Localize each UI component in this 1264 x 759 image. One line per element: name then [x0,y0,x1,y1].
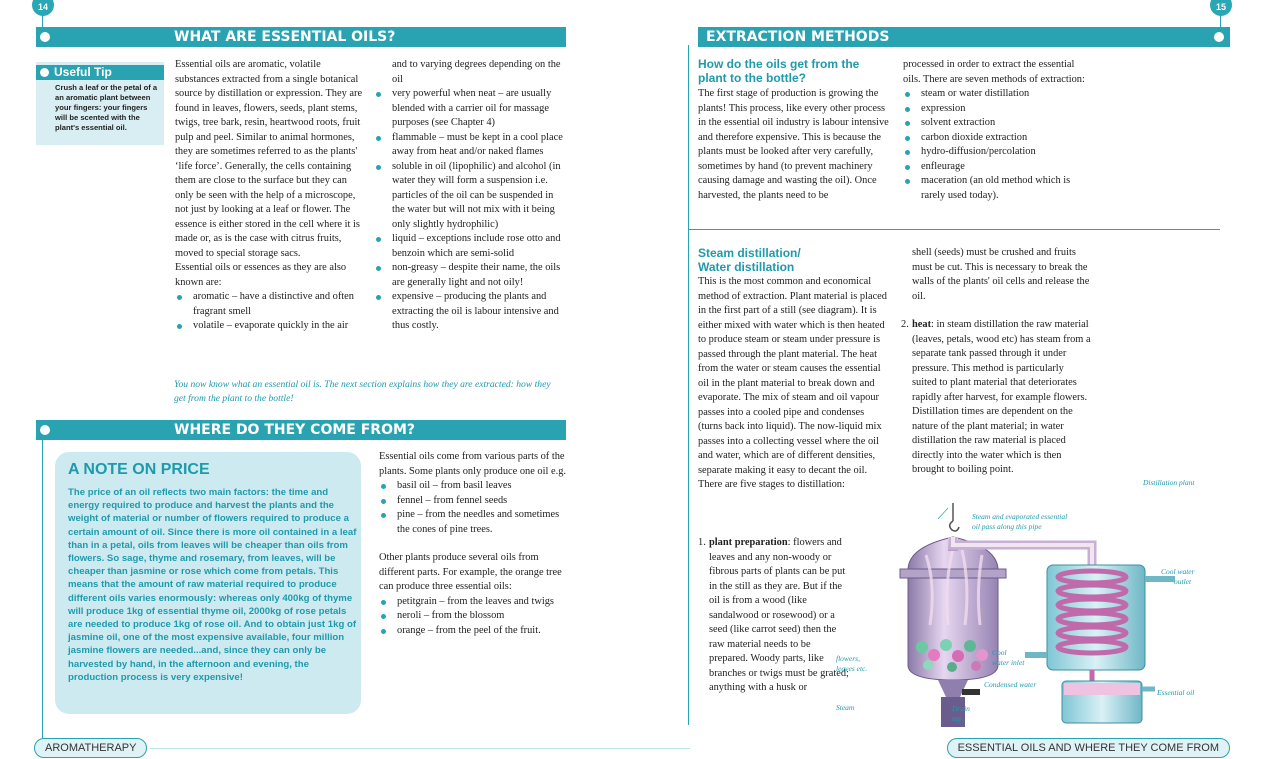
label-steam-oil: Steam and evaporated essential oil pass along this pipe [972,512,1068,531]
what-are-lead: and to varying degrees depending on the oil [392,59,561,85]
what-are-column-2 [374,58,566,334]
heading-what-are [36,27,566,47]
list-item: aromatic – have a distinctive and often fragrant smell [175,290,365,319]
list-item: carbon dioxide extraction [903,131,1093,146]
bullet-dot-icon [40,32,50,42]
list-item: expression [903,102,1093,117]
stage-1 [698,536,850,696]
list-item [901,318,1091,478]
bullet-dot-icon [1214,32,1224,42]
essential-oil-layer [1064,683,1140,695]
list-item: basil oil – from basil leaves [379,479,569,494]
list-item [698,536,850,696]
extraction-intro-heading-wrap [698,57,873,85]
stage-number: 1. [698,537,706,548]
diagram-title: Distillation plant [1143,478,1195,487]
stage-number: 2. [901,319,909,330]
label-condensed-water: Condensed water [984,680,1037,689]
where-from-column [379,450,569,638]
list-item: flammable – must be kept in a cool place away from heat and/or naked flames [374,131,566,160]
list-item: neroli – from the blossom [379,609,569,624]
left-guide-line-lower [42,438,43,738]
list-item: very powerful when neat – are usually blended with a carrier oil for massage purposes (see Chapter 4) [374,87,566,131]
drain-tap-icon [962,689,980,695]
extraction-methods-column [903,58,1093,203]
footer-rule-left [150,748,690,749]
label-flowers: flowers, leaves etc. [836,654,868,673]
list-item: non-greasy – despite their name, the oils are generally light and not oily! [374,261,566,290]
extraction-subheading: How do the oils get from the plant to the bottle? [698,57,860,85]
steam-heading-wrap [698,246,888,274]
hook-icon [950,521,959,531]
footer-right: ESSENTIAL OILS AND WHERE THEY COME FROM [947,738,1230,758]
stage-list-2 [901,318,1091,478]
useful-tip-header [36,65,164,80]
steam-column-1 [698,275,890,493]
extraction-methods-lead: processed in order to extract the essential oils. There are seven methods of extraction: [903,59,1085,85]
right-page-guide-line [688,45,689,725]
stage-text: : flowers and leaves and any non-woody or fibrous parts of plants can be put in the still as they are. But if the oil is from a wood (like sandalwood or rosewood) or a seed (like carrot seed) then the raw material needs to be prepared. Woody parts, like branches or twigs must be grated; anything with a husk or [709,537,849,693]
single-oil-list [379,479,569,537]
list-item: maceration (an old method which is rarely used today). [903,174,1093,203]
useful-tip-title: Useful Tip [54,65,112,79]
list-item: expensive – producing the plants and extracting the oil is labour intensive and thus costly. [374,290,566,334]
page-number-left: 14 [32,0,54,16]
list-item: liquid – exceptions include rose otto and benzoin which are semi-solid [374,232,566,261]
heading-extraction [698,27,1230,47]
distillation-plant-diagram [830,475,1230,735]
list-item: volatile – evaporate quickly in the air [175,319,365,334]
steam-heading-line-2: Water distillation [698,260,795,274]
steam-column-2 [901,246,1091,478]
label-cool-water-outlet: Cool water outlet [1161,567,1195,586]
property-list-2 [374,87,566,334]
pointer-line [938,508,948,519]
label-cool-water-inlet: Cool water inlet [992,648,1025,667]
list-item: solvent extraction [903,116,1093,131]
steam-heading-line-1: Steam distillation/ [698,246,801,260]
vessel-rim [900,569,1006,578]
list-item: orange – from the peel of the fruit. [379,624,569,639]
footer-left: AROMATHERAPY [34,738,147,758]
what-are-known-as: Essential oils or essences as they are also known are: [175,262,347,288]
what-are-column-1 [175,58,365,334]
stage-text: : in steam distillation the raw material (leaves, petals, wood etc) has steam from a separate tank passed through it under pressure. This method is particularly suited to plant material that deteriorates rapidly after harvest, for example flowers. Distillation times are dependent on the nature of the plant material; in water distillation the raw material is placed directly into the water which is then brought to boiling point. [912,319,1091,475]
useful-tip-text: Crush a leaf or the petal of a an aromatic plant between your fingers: your fingers will be scented with the plant's essential oil. [55,83,158,132]
orange-tree-oil-list [379,595,569,639]
price-note-title: A NOTE ON PRICE [68,461,210,478]
where-from-intro-2: Other plants produce several oils from different parts. For example, the orange tree can produce three essential oils: [379,552,562,592]
what-are-intro: Essential oils are aromatic, volatile substances extracted from a single botanical source by distillation or expression. They are found in leaves, flowers, seeds, plant stems, twigs, tree bark, resin, heartwood roots, fruit pulp and peel. Similar to animal hormones, they are sometimes referred to as the plants' ‘life force’. Generally, the cells containing them are close to the surface but they can only be seen with the help of a microscope, not just by looking at a leaf or flower. The essence is either stored in the cell where it is made or, as is the case with citrus fruits, moved to special storage sacs. [175,59,363,259]
heading-where-from-text: WHERE DO THEY COME FROM? [174,422,416,438]
heading-what-are-text: WHAT ARE ESSENTIAL OILS? [174,29,396,45]
list-item: steam or water distillation [903,87,1093,102]
property-list-1 [175,290,365,334]
label-essential-oil: Essential oil [1157,688,1195,697]
list-item: enfleurage [903,160,1093,175]
list-item: pine – from the needles and sometimes the cones of pine trees. [379,508,569,537]
list-item: hydro-diffusion/percolation [903,145,1093,160]
where-from-intro: Essential oils come from various parts of the plants. Some plants only produce one oil e.g. [379,451,567,477]
steam-continued-text: shell (seeds) must be crushed and fruits must be cut. This is necessary to break the walls of the plants' oil cells and release the oil. [912,247,1090,302]
heading-where-from [36,420,566,440]
stage-title: plant preparation [709,537,788,548]
bullet-dot-icon [40,68,49,77]
steam-intro: This is the most common and economical method of extraction. Plant material is placed in the first part of a still (see diagram). It is either mixed with water which is then heated to produce steam or steam under pressure is passed through the plant material. The heat from the water or steam causes the essential oil in the plant material to break down and evaporate. The mix of steam and oil vapour passes into a cooled pipe and condenses (turns back into liquid). The now-liquid mix passes into a collecting vessel where the oil and water, which are of different densities, separate making it easy to decant the oil. There are five stages to distillation: [698,276,887,490]
extraction-methods-list [903,87,1093,203]
extraction-intro-text: The first stage of production is growing the plants! This process, like every other process in the essential oil industry is labour intensive and therefore expensive. This is because the plants must be looked after very carefully, sometimes by hand (to prevent machinery causing damage and wasting the oil). Once harvested, the plants need to be [698,88,889,201]
bullet-dot-icon [40,425,50,435]
stage-list-1 [698,536,850,696]
stage-title: heat [912,319,932,330]
list-item: petitgrain – from the leaves and twigs [379,595,569,610]
heading-extraction-text: EXTRACTION METHODS [706,29,890,45]
section-transition-note: You now know what an essential oil is. The next section explains how they are extracted: how they get from the plant to the bottle! [174,379,551,404]
page-number-right: 15 [1210,0,1232,16]
list-item: fennel – from fennel seeds [379,494,569,509]
price-note-text: The price of an oil reflects two main factors: the time and energy required to produce and harvest the plants and the weight of material or number of flowers required to produce a certain amount of oil. Since there is more oil contained in a leaf than in a petal, oils from leaves will be cheaper than oils from flowers. So sage, thyme and rosemary, from leaves, will be cheaper than jasmine or rose which come from petals. This means that the amount of raw material required to produce different oils varies enormously: whereas only 400kg of thyme will produce 1kg of essential thyme oil, 2000kg of rose petals are needed to produce 1kg of rose oil. And to obtain just 1kg of jasmine oil, one of the most expensive available, four million jasmine flowers are needed...and, since they can only be harvested by hand, in the afternoon and evening, the production process is very expensive! [68,487,357,683]
list-item: soluble in oil (lipophilic) and alcohol (in water they will form a suspension i.e. particles of the oil can be suspended in the water but will not mix with it being only slightly hydrophilic) [374,160,566,233]
label-steam: Steam [836,703,855,712]
section-divider [688,229,1220,230]
label-drain-tap: Drain tap [952,704,970,723]
